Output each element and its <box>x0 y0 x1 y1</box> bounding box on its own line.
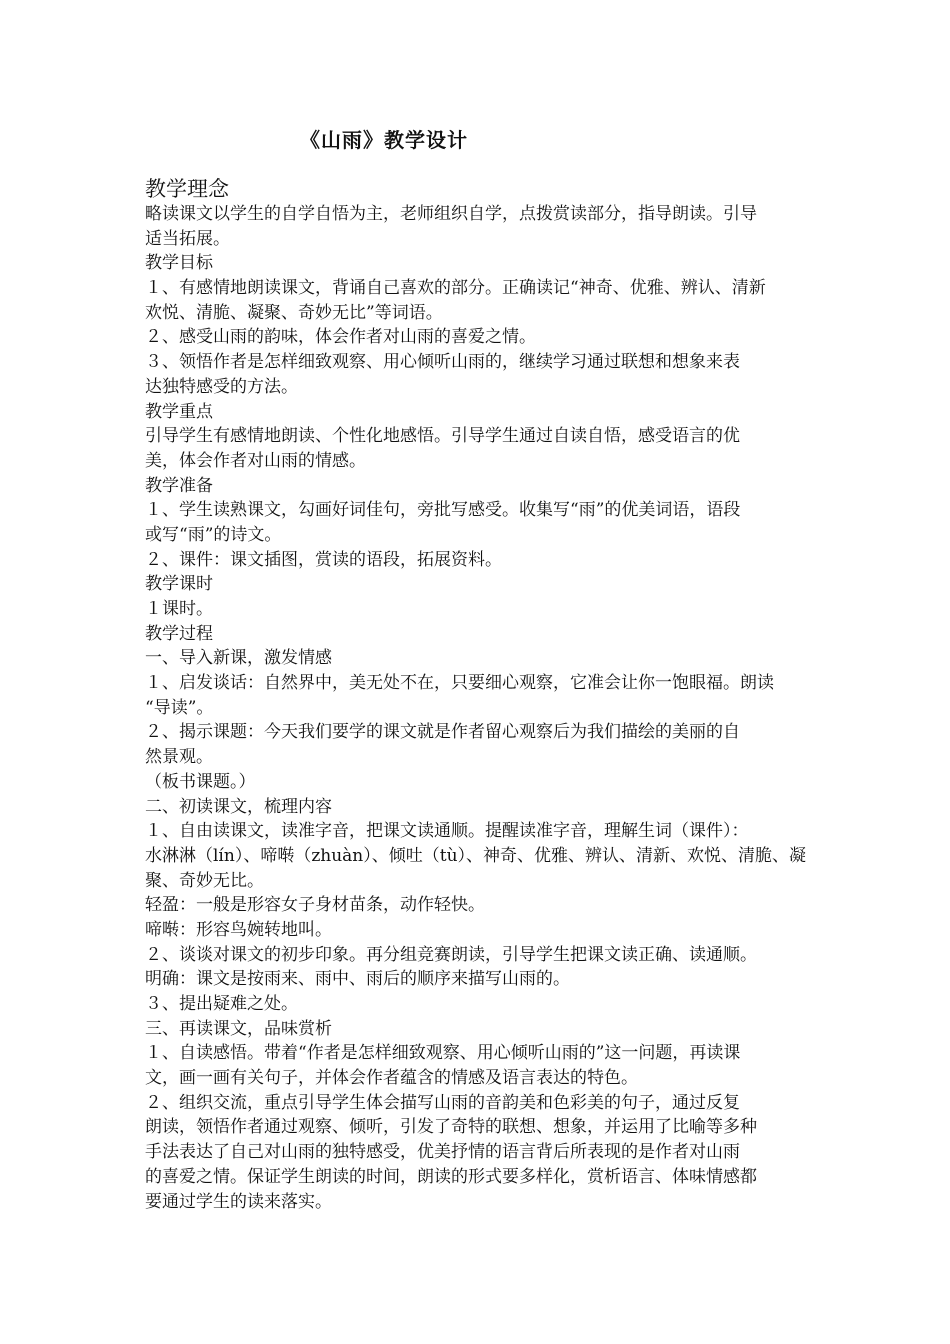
text-line: 欢悦、清脆、凝聚、奇妙无比”等词语。 <box>145 302 443 323</box>
text-line: 要通过学生的读来落实。 <box>145 1191 332 1212</box>
text-line: 适当拓展。 <box>145 228 230 249</box>
text-line: 教学目标 <box>145 253 213 274</box>
text-line: 三、再读课文，品味赏析 <box>145 1018 332 1039</box>
text-line: 教学重点 <box>145 401 213 422</box>
text-line: 教学过程 <box>145 623 213 644</box>
document-title: 《山雨》教学设计 <box>300 128 468 152</box>
document-body <box>145 202 813 1214</box>
text-line: 教学准备 <box>145 475 213 496</box>
text-line: ２、揭示课题：今天我们要学的课文就是作者留心观察后为我们描绘的美丽的自 <box>145 722 740 743</box>
text-line: 教学课时 <box>145 574 213 595</box>
text-line: 美，体会作者对山雨的情感。 <box>145 450 366 471</box>
text-line: 的喜爱之情。保证学生朗读的时间，朗读的形式要多样化，赏析语言、体味情感都 <box>145 1166 757 1187</box>
text-line: 啼啭：形容鸟婉转地叫。 <box>145 919 332 940</box>
text-line: 略读课文以学生的自学自悟为主，老师组织自学，点拨赏读部分，指导朗读。引导 <box>145 204 757 224</box>
text-line: 手法表达了自己对山雨的独特感受，优美抒情的语言背后所表现的是作者对山雨 <box>145 1142 740 1163</box>
text-line: 二、初读课文，梳理内容 <box>145 796 332 817</box>
text-line: 明确：课文是按雨来、雨中、雨后的顺序来描写山雨的。 <box>145 969 570 990</box>
text-line: 轻盈：一般是形容女子身材苗条，动作轻快。 <box>145 895 485 916</box>
text-line: “导读”。 <box>145 697 214 718</box>
text-line: 然景观。 <box>145 747 213 768</box>
text-line: 一、导入新课，激发情感 <box>145 648 332 669</box>
text-line: ２、组织交流，重点引导学生体会描写山雨的音韵美和色彩美的句子，通过反复 <box>145 1092 740 1113</box>
text-line: ２、感受山雨的韵味，体会作者对山雨的喜爱之情。 <box>145 327 536 348</box>
text-line: ３、领悟作者是怎样细致观察、用心倾听山雨的，继续学习通过联想和想象来表 <box>145 352 740 373</box>
text-line: 朗读，领悟作者通过观察、倾听，引发了奇特的联想、想象，并运用了比喻等多种 <box>145 1117 757 1138</box>
text-line: 聚、奇妙无比。 <box>145 870 264 891</box>
text-line: １、自读感悟。带着“作者是怎样细致观察、用心倾听山雨的”这一问题，再读课 <box>145 1043 741 1064</box>
text-line: ３、提出疑难之处。 <box>145 994 298 1014</box>
section-heading-teaching-concept: 教学理念 <box>145 177 229 201</box>
text-line: １、学生读熟课文，勾画好词佳句，旁批写感受。收集写“雨”的优美词语，语段 <box>145 500 741 521</box>
text-line: 引导学生有感情地朗读、个性化地感悟。引导学生通过自读自悟，感受语言的优 <box>145 426 740 447</box>
text-line: ２、谈谈对课文的初步印象。再分组竞赛朗读，引导学生把课文读正确、读通顺。 <box>145 944 757 965</box>
text-line: １、自由读课文，读准字音，把课文读通顺。提醒读准字音，理解生词（课件）： <box>145 821 749 842</box>
text-line: １课时。 <box>145 599 213 619</box>
text-line: ２、课件：课文插图，赏读的语段，拓展资料。 <box>145 549 502 570</box>
text-line: １、有感情地朗读课文，背诵自己喜欢的部分。正确读记“神奇、优雅、辨认、清新 <box>145 278 766 299</box>
text-line: （板书课题。） <box>145 771 256 792</box>
text-line: １、启发谈话：自然界中，美无处不在，只要细心观察，它准会让你一饱眼福。朗读 <box>145 673 774 694</box>
text-line: 或写“雨”的诗文。 <box>145 524 282 545</box>
text-line: 达独特感受的方法。 <box>145 376 298 397</box>
text-line: 文，画一画有关句子，并体会作者蕴含的情感及语言表达的特色。 <box>145 1068 638 1089</box>
text-line: 水淋淋（lín）、啼啭（zhuàn）、倾吐（tù）、神奇、优雅、辨认、清新、欢悦、清脆、凝 <box>145 845 807 866</box>
